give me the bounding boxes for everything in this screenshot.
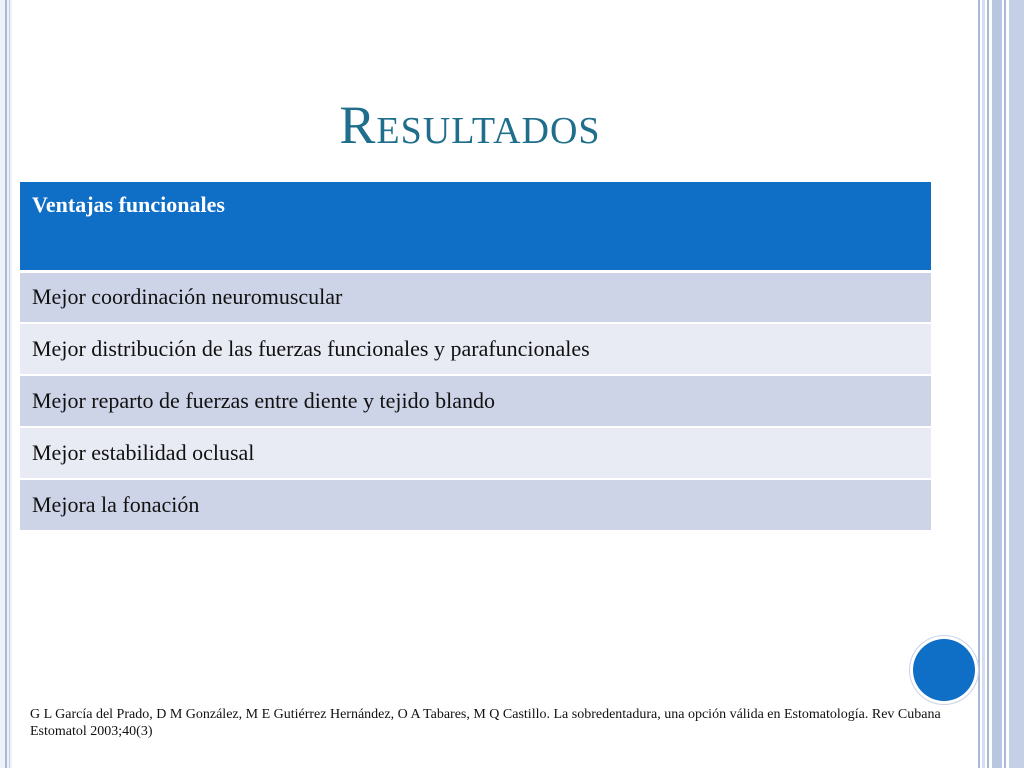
right-decorative-border [978,0,1024,768]
right-border-stripe [987,0,989,768]
decorative-circle [913,639,975,701]
table-cell: Mejor reparto de fuerzas entre diente y tejido blando [20,375,931,427]
slide-title: Resultados [339,95,601,155]
table-row [20,479,931,531]
table-cell: Mejor estabilidad oclusal [20,427,931,479]
citation-text: G L García del Prado, D M González, M E Gutiérrez Hernández, O A Tabares, M Q Castillo. La sobredentadura, una opción válida en Estomatología. Rev Cubana Estomatol 2003;40(3) [30,707,941,739]
table-header-cell: Ventajas funcionales [20,182,931,271]
table-row [20,271,931,323]
table-header-row [20,182,931,271]
right-border-stripe [978,0,980,768]
right-border-stripe [992,0,1002,768]
right-border-stripe [982,0,985,768]
table-row [20,323,931,375]
table-row [20,427,931,479]
table-cell: Mejor distribución de las fuerzas funcionales y parafuncionales [20,323,931,375]
right-border-stripe [1009,0,1024,768]
right-border-stripe [1004,0,1006,768]
table-cell: Mejora la fonación [20,479,931,531]
results-table [20,182,931,532]
table-row [20,375,931,427]
table-cell: Mejor coordinación neuromuscular [20,271,931,323]
